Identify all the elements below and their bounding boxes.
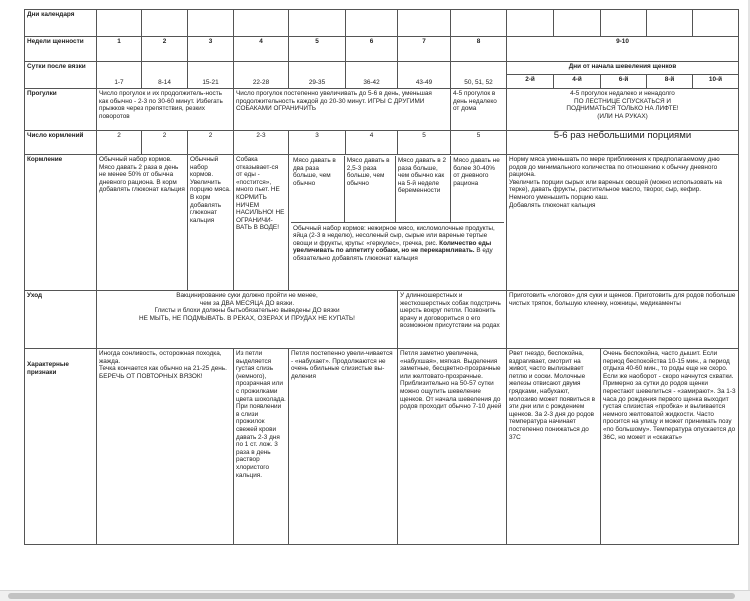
row-days-after-mating [25,62,739,75]
label-care: Уход [25,291,97,349]
pregnancy-calendar-table [24,9,739,545]
week-cell: 3 [188,37,234,62]
row-signs [25,349,739,545]
feeding-week-8: Мясо давать не более 30-40% от дневного рациона [451,156,504,222]
feeding-common-bold: Количество еды увеличивать по аппетиту собаки, но не перекармливать. [293,239,492,255]
feeding-weeks-5-8 [289,155,507,291]
feedings-count-cell: 3 [289,131,346,155]
movement-days-header: Дни от начала шевеления щенков [507,62,739,75]
label-pregnancy-weeks: Недели щенности [25,37,97,62]
feedings-count-cell: 2 [188,131,234,155]
feeding-week-4: Собака отказывает-ся от еды - «постится», много пьет. НЕ КОРМИТЬ НИЧЕМ НАСИЛЬНО! НЕ ОГРАНИЧИ-ВАТЬ В ВОДЕ! [234,155,289,291]
feedings-count-cell: 5 [451,131,507,155]
week-cell: 8 [451,37,507,62]
label-walks: Прогулки [25,89,97,131]
day-range-cell: 8-14 [142,62,188,89]
day-range-cell: 50, 51, 52 [451,62,507,89]
feeding-week-7: Мясо давать в 2 раза больше, чем обычно как на 5-й неделе беременности [395,156,450,222]
row-care [25,291,739,349]
day-range-cell: 43-49 [398,62,451,89]
calendar-cell [289,10,346,37]
feeding-common-tail: В еду обязательно добавлять глюконат кальция [293,247,493,262]
calendar-cell [346,10,398,37]
feedings-count-cell: 2 [142,131,188,155]
label-signs: Характерные признаки [25,349,97,545]
feedings-count-cell: 2 [97,131,142,155]
feeding-weeks-2-3: Обычный набор кормов. Увеличить порцию мяса. В корм добавлять глюконат кальция [188,155,234,291]
row-walks [25,89,739,131]
calendar-cell [142,10,188,37]
movement-day-cell: 8-й [647,75,693,89]
feedings-count-cell: 4 [346,131,398,155]
feeding-week-6: Мясо давать в 2,5-3 раза больше, чем обычно [344,156,395,222]
week-cell: 2 [142,37,188,62]
pregnancy-calendar-sheet [24,9,738,555]
row-weeks [25,37,739,62]
calendar-cell [234,10,289,37]
feedings-count-cell: 2-3 [234,131,289,155]
calendar-cell [188,10,234,37]
day-range-cell: 29-35 [289,62,346,89]
calendar-cell [647,10,693,37]
calendar-cell [398,10,451,37]
walks-weeks-4-7: Число прогулок постепенно увеличивать до 5-6 в день, уменьшая продолжительность каждой до 20-30 минут. ИГРЫ С ДРУГИМИ СОБАКАМИ ОГРАНИЧИТЬ [234,89,451,131]
feeding-weeks-5-8-grid [291,156,504,264]
signs-week-4: Из петли выделяется густая слизь (немного), прозрачная или с прожилками цвета шоколада. При появлении в слизи прожилок свежей крови давать 2-3 дня по 1 ст. лож. 3 раза в день раствор хлористого кальция. [234,349,289,545]
feeding-weeks-9-10: Норму мяса уменьшать по мере приближения к предполагаемому дню родов до минимального количества по отношению к обычну дневного рациона. Увеличить порции сырых или вареных овощей (можно использовать на терке), давать фрукты, растительное масло, творог, сыр, кефир. Немного уменьшить порцию каш. Добавлять глюконат кальция [507,155,739,291]
care-weeks-9-10: Приготовить «логово» для суки и щенков. Приготовить для родов побольше чистых тряпок, большую клеенку, ножницы, медикаменты [507,291,739,349]
horizontal-scrollbar[interactable] [0,590,750,601]
movement-day-cell: 2-й [507,75,554,89]
care-weeks-1-6: Вакцинирование суки должно пройти не менее, чем за ДВА МЕСЯЦА ДО вязки. Глисты и блохи должны бытьобязательно выведены ДО вязки НЕ МЫТЬ, НЕ ПОДМЫВАТЬ. В РЕКАХ, ОЗЕРАХ И ПРУДАХ НЕ КУПАТЬ! [97,291,398,349]
movement-day-cell: 6-й [601,75,647,89]
day-range-cell: 15-21 [188,62,234,89]
feedings-count-cell: 5-6 раз небольшими порциями [507,131,739,155]
row-calendar-days [25,10,739,37]
week-cell: 7 [398,37,451,62]
calendar-cell [451,10,507,37]
day-range-cell: 36-42 [346,62,398,89]
day-range-cell: 1-7 [97,62,142,89]
label-feeding: Кормление [25,155,97,291]
signs-weeks-5-6: Петля постепенно увели-чивается - «набухает». Продолжаются не очень обильные слизистые вы-деления [289,349,398,545]
week-cell: 1 [97,37,142,62]
movement-day-cell: 10-й [693,75,739,89]
signs-weeks-1-3: Иногда сонливость, осторожная походка, жажда. Течка кончается как обычно на 21-25 день. БЕРЕЧЬ ОТ ПОВТОРНЫХ ВЯЗОК! [97,349,234,545]
care-weeks-7-8: У длинношерстных и жесткошерстных собак подстричь шерсть вокруг петли. Позвонить врачу и договориться о его возможном присутствии на родах [398,291,507,349]
calendar-cell [507,10,554,37]
feedings-count-cell: 5 [398,131,451,155]
day-range-cell: 22-28 [234,62,289,89]
label-feedings-count: Число кормлений [25,131,97,155]
signs-week-9-early: Рвет гнездо, беспокойна, вздрагивает, смотрит на живот, часто вылизывает петлю и соски. Молочные железы отвисают двумя грядками, набухают, молозиво может появиться в эти дни или с рождением щенков. За 2-3 дня до родов температура начинает постепенно понижаться до 37С [507,349,601,545]
feeding-week-1: Обычный набор кормов. Мясо давать 2 раза в день не менее 50% от обычна дневного рациона. В корм добавлять глюконат кальция [97,155,188,291]
walks-weeks-1-3: Число прогулок и их продолжитель-ность как обычно - 2-3 по 30-60 минут. Избегать прыжков через препятствия, резких поворотов [97,89,234,131]
signs-weeks-7-8: Петля заметно увеличена, «набухшая», мягкая. Выделения заметные, бесцветно-прозрачные или желтовато-прозрачные. Приблизительно на 50-57 сутки можно ощутить шевеление щенков. От начала шевеления до родов проходит обычно 7-10 дней [398,349,507,545]
week-cell: 5 [289,37,346,62]
signs-week-9-late: Очень беспокойна, часто дышит. Если период беспокойства 10-15 мин., а период отдыха 40-60 мин., то роды еще не скоро. Если же наоборот - скоро начнутся схватки. Примерно за сутки до родов щенки перестают шевелиться - «замирают». За 1-3 часа до рождения первого щенка выходит густая слизистая «пробка» и выливается немного желтоватой жидкости. Часто просится на улицу и может принимать позу «по большому». Температура опускается до 36С, но может и «скакать» [601,349,739,545]
label-days-after-mating: Сутки после вязки [25,62,97,89]
movement-day-cell: 4-й [554,75,601,89]
week-cell: 4 [234,37,289,62]
calendar-cell [693,10,739,37]
calendar-cell [97,10,142,37]
row-feedings-count [25,131,739,155]
horizontal-scrollbar-thumb[interactable] [8,593,735,599]
walks-week-8: 4-5 прогулок в день недалеко от дома [451,89,507,131]
walks-weeks-9-10: 4-5 прогулок недалеко и ненадолго ПО ЛЕСТНИЦЕ СПУСКАТЬСЯ И ПОДНИМАТЬСЯ ТОЛЬКО НА ЛИФТЕ! (ИЛИ НА РУКАХ) [507,89,739,131]
label-calendar-days: Дни календаря [25,10,97,37]
feeding-week-5: Мясо давать в два раза больше, чем обычно [291,156,344,222]
calendar-cell [601,10,647,37]
calendar-cell [554,10,601,37]
row-feeding [25,155,739,291]
feeding-common-text: Обычный набор кормов: нежирное мясо, кисломолочные продукты, яйца (2-3 в неделю), несоленый сыр, сырые или вареные тертые овощи и фрукты, крупы: «геркулес», гречка, рис. [293,224,495,247]
feeding-common-note [291,222,504,264]
week-cell: 9-10 [507,37,739,62]
week-cell: 6 [346,37,398,62]
